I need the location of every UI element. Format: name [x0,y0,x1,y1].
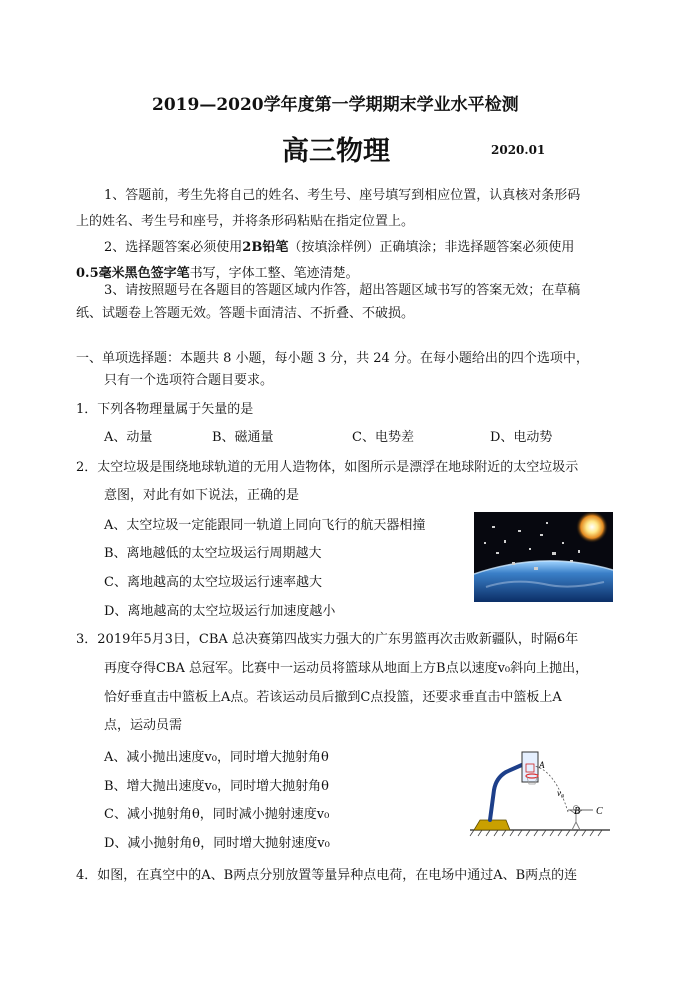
question-2-option-b: B、离地越低的太空垃圾运行周期越大 [104,546,322,561]
question-2-option-d: D、离地越高的太空垃圾运行加速度越小 [104,604,336,619]
question-3-stem-line-1: 3．2019年5月3日，CBA 总决赛第四战实力强大的广东男篮再次击败新疆队，时隔6年 [76,632,579,647]
instruction-3-line-1: 3、请按照题号在各题目的答题区域内作答，超出答题区域书写的答案无效；在草稿 [104,283,581,298]
instruction-2-part-e: 书写，字体工整、笔迹清楚。 [189,266,359,281]
instruction-1-line-1: 1、答题前，考生先将自己的姓名、考生号、座号填写到相应位置，认真核对条形码 [104,188,581,203]
question-1-stem: 1．下列各物理量属于矢量的是 [76,402,254,417]
question-2-stem-line-1: 2．太空垃圾是围绕地球轨道的无用人造物体，如图所示是漂浮在地球附近的太空垃圾示 [76,460,579,475]
space-debris-figure [474,512,613,602]
instruction-2-pencil: 2B铅笔 [242,240,289,255]
basketball-figure [460,750,620,845]
question-3-stem-line-2: 再度夺得CBA 总冠军。比赛中一运动员将篮球从地面上方B点以速度v₀斜向上抛出， [104,661,589,676]
subject-title: 高三物理 [282,136,390,167]
question-1-option-d: D、电动势 [490,430,553,445]
exam-date: 2020.01 [491,143,546,157]
section-1-heading-line-2: 只有一个选项符合题目要求。 [104,373,274,388]
question-3-option-c: C、减小抛射角θ，同时减小抛射速度v₀ [104,807,330,822]
figure-label-b: B [574,806,581,817]
instruction-2-part-a: 2、选择题答案必须使用 [104,240,243,255]
question-1-option-c: C、电势差 [352,430,414,445]
question-3-option-a: A、减小抛出速度v₀，同时增大抛射角θ [104,750,329,765]
figure-label-c: C [596,806,603,817]
question-2-option-c: C、离地越高的太空垃圾运行速率越大 [104,575,322,590]
question-2-option-a: A、太空垃圾一定能跟同一轨道上同向飞行的航天器相撞 [104,518,426,533]
figure-label-a: A [539,760,545,770]
instruction-2-line-1 [104,240,574,256]
question-2-stem-line-2: 意图，对此有如下说法，正确的是 [104,488,300,503]
instruction-2-part-c: （按填涂样例）正确填涂；非选择题答案必须使用 [288,240,575,255]
exam-title: 2019—2020学年度第一学期期末学业水平检测 [152,95,519,115]
figure-label-v0: v₀ [557,788,565,798]
question-1-option-a: A、动量 [104,430,153,445]
question-1-option-b: B、磁通量 [212,430,274,445]
question-3-option-b: B、增大抛出速度v₀，同时增大抛射角θ [104,779,329,794]
section-1-heading-line-1: 一、单项选择题：本题共 8 小题，每小题 3 分，共 24 分。在每小题给出的四个选项中， [76,351,589,366]
instruction-1-line-2: 上的姓名、考生号和座号，并将条形码粘贴在指定位置上。 [76,214,415,229]
question-4-stem-line-1: 4．如图，在真空中的A、B两点分别放置等量异种点电荷，在电场中通过A、B两点的连 [76,868,578,883]
instruction-2-pen: 0.5毫米黑色签字笔 [76,266,190,281]
instruction-2-line-2 [76,266,359,282]
question-3-stem-line-3: 恰好垂直击中篮板上A点。若该运动员后撤到C点投篮，还要求垂直击中篮板上A [104,690,562,705]
instruction-3-line-2: 纸、试题卷上答题无效。答题卡面清洁、不折叠、不破损。 [76,306,415,321]
question-3-stem-line-4: 点，运动员需 [104,718,183,733]
question-3-option-d: D、减小抛射角θ，同时增大抛射速度v₀ [104,836,330,851]
